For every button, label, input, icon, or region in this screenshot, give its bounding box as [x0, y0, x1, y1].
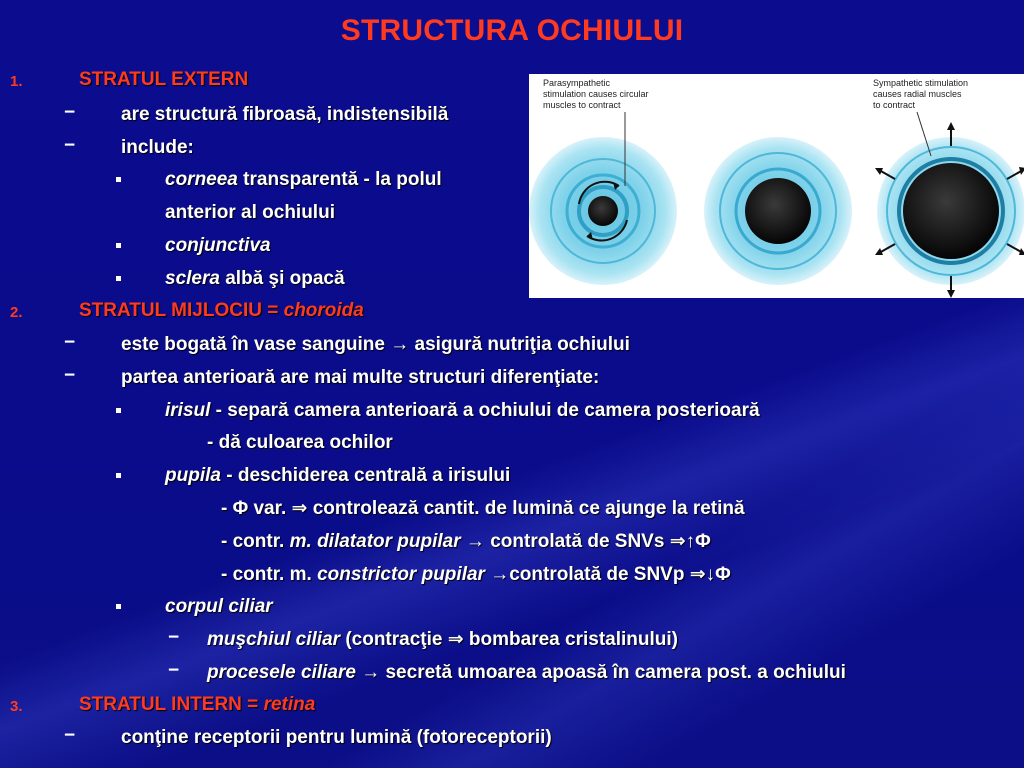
section2-heading-text: STRATUL MIJLOCIU = [79, 300, 284, 321]
pupila-line3-italic: constrictor pupilar [317, 564, 485, 585]
square-bullet [116, 243, 121, 248]
square-bullet [116, 177, 121, 182]
section2-heading-italic: choroida [283, 300, 364, 321]
section3-dash1: conţine receptorii pentru lumină (fotoreceptorii) [121, 727, 552, 748]
eye-normal [704, 137, 852, 285]
conjunctiva-term: conjunctiva [165, 235, 271, 256]
sclera-term: sclera [165, 268, 220, 289]
irisul-term: irisul [165, 400, 211, 421]
procesele-ciliare-text: → secretă umoarea apoasă în camera post. a ochiului [355, 662, 846, 683]
sclera-item [165, 267, 345, 291]
dash-bullet: − [64, 332, 76, 353]
caption-sympathetic: Sympathetic stimulation causes radial muscles to contract [873, 78, 969, 110]
section3-number: 3. [10, 698, 23, 715]
irisul-item [165, 399, 760, 423]
cornea-text: transparentă - la polul [237, 169, 442, 190]
pupila-line2-italic: m. dilatator pupilar [289, 531, 461, 552]
square-bullet [116, 276, 121, 281]
pupila-line3-a: - contr. m. [221, 564, 318, 585]
section3-heading [79, 693, 315, 717]
irisul-continuation: - dă culoarea ochilor [207, 432, 393, 453]
caption-parasympathetic: Parasympathetic stimulation causes circular muscles to contract [543, 78, 649, 110]
procesele-ciliare-term: procesele ciliare [207, 662, 356, 683]
section1-heading: STRATUL EXTERN [79, 69, 249, 90]
corpul-ciliar-term: corpul ciliar [165, 596, 273, 617]
pupil-illustration [529, 74, 1024, 298]
pupila-text: - deschiderea centrală a irisului [220, 465, 511, 486]
cornea-term: corneea [165, 169, 238, 190]
pupila-line1: - Φ var. ⇒ controlează cantit. de lumină ce ajunge la retină [221, 498, 745, 519]
dash-bullet: − [64, 102, 76, 123]
dash-bullet: − [64, 365, 76, 386]
procesele-ciliare-item [207, 661, 846, 685]
pupila-line3 [221, 563, 731, 587]
pupila-item [165, 464, 510, 488]
eye-constricted [529, 112, 677, 285]
cornea-item [165, 168, 442, 192]
muschiul-ciliar-term: muşchiul ciliar [207, 629, 341, 650]
section3-heading-text: STRATUL INTERN = [79, 694, 264, 715]
section2-dash2: partea anterioară are mai multe structuri diferenţiate: [121, 367, 600, 388]
dash-bullet: − [64, 135, 76, 156]
pupila-line3-b: →controlată de SNVp ⇒↓Φ [484, 564, 731, 585]
pupila-line2 [221, 530, 711, 554]
square-bullet [116, 473, 121, 478]
square-bullet [116, 408, 121, 413]
pupila-term: pupila [165, 465, 221, 486]
pupila-line2-b: → controlată de SNVs ⇒↑Φ [460, 531, 711, 552]
irisul-text: - separă camera anterioară a ochiului de camera posterioară [210, 400, 760, 421]
square-bullet [116, 604, 121, 609]
dash-bullet: − [64, 725, 76, 746]
section1-dash2: include: [121, 137, 194, 158]
slide-title: STRUCTURA OCHIULUI [340, 14, 684, 47]
sclera-text: albă şi opacă [219, 268, 345, 289]
dash-bullet: − [168, 660, 180, 681]
section1-number: 1. [10, 73, 23, 90]
cornea-continuation: anterior al ochiului [165, 202, 335, 223]
section2-dash1: este bogată în vase sanguine → asigură nutriţia ochiului [121, 334, 630, 355]
section3-heading-italic: retina [263, 694, 316, 715]
dash-bullet: − [168, 627, 180, 648]
muschiul-ciliar-text: (contracţie ⇒ bombarea cristalinului) [340, 629, 678, 650]
muschiul-ciliar-item [207, 628, 678, 652]
section2-number: 2. [10, 304, 23, 321]
section1-dash1: are structură fibroasă, indistensibilă [121, 104, 449, 125]
eye-dilated [875, 112, 1024, 298]
pupila-line2-a: - contr. [221, 531, 290, 552]
section2-heading [79, 299, 364, 323]
